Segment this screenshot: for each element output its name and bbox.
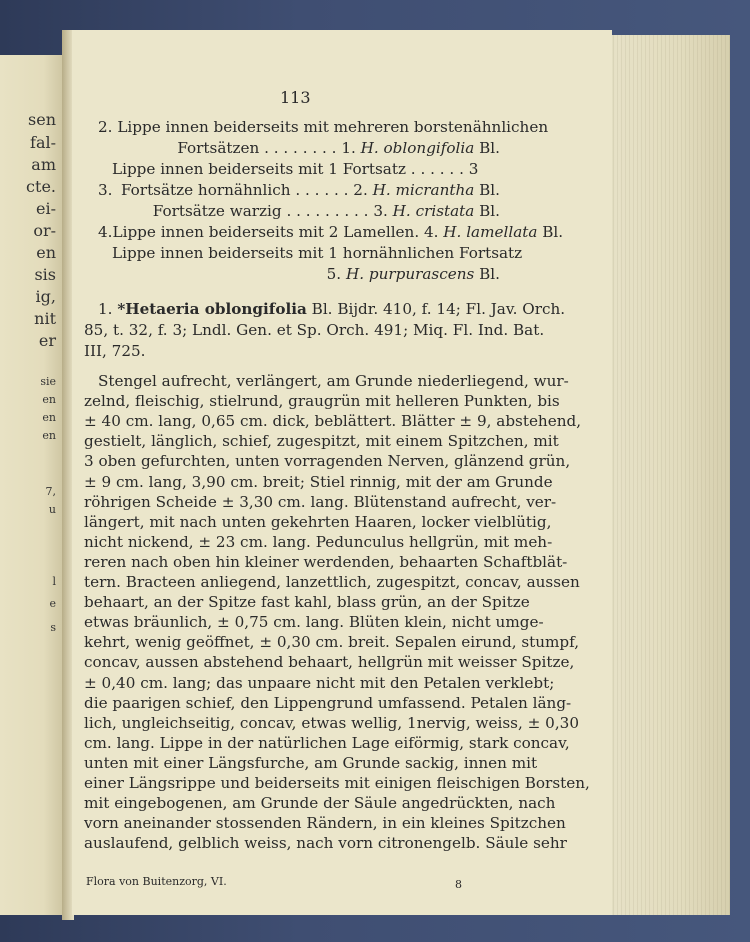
footer-imprint: Flora von Buitenzorg, VI.	[86, 875, 227, 888]
left-page-text-fragment: sen	[28, 110, 56, 129]
description-line: längert, mit nach unten gekehrten Haaren, locker vielblütig,	[84, 512, 552, 531]
description-line: zelnd, fleischig, stielrund, graugrün mit helleren Punkten, bis	[84, 392, 560, 411]
key-line-1: 2. Lippe innen beiderseits mit mehreren borstenähnlichen	[98, 118, 549, 136]
left-page-text-fragment: s	[50, 621, 56, 634]
key-line-7: Lippe innen beiderseits mit 1 hornähnlichen Fortsatz	[112, 244, 523, 262]
left-page-text-fragment: en	[36, 243, 56, 262]
key-line-5: Fortsätze warzig . . . . . . . . . 3. H. cristata Bl.	[152, 202, 500, 220]
book-page	[72, 30, 612, 915]
description-line: vorn aneinander stossenden Rändern, in ein kleines Spitzchen	[84, 814, 566, 833]
left-page-text-fragment: ig,	[35, 287, 56, 306]
description-line: lich, ungleichseitig, concav, etwas wellig, 1nervig, weiss, ± 0,30	[84, 713, 580, 732]
left-page-edge	[0, 55, 62, 915]
left-page-text-fragment: 7,	[45, 485, 56, 498]
description-line: die paarigen schief, den Lippengrund umfassend. Petalen läng-	[84, 693, 572, 712]
description-line: einer Längsrippe und beiderseits mit einigen fleischigen Borsten,	[84, 774, 590, 792]
description-line: Stengel aufrecht, verlängert, am Grunde niederliegend, wur-	[98, 372, 569, 390]
key-line-4: 3. Fortsätze hornähnlich . . . . . . 2. H. micrantha Bl.	[98, 181, 500, 199]
left-page-text-fragment: en	[42, 411, 56, 424]
description-line: tern. Bracteen anliegend, lanzettlich, zugespitzt, concav, aussen	[84, 573, 580, 591]
left-page-text-fragment: en	[42, 393, 56, 406]
left-page-text-fragment: or-	[33, 221, 56, 240]
left-page-text-fragment: sis	[34, 265, 56, 284]
key-line-2: Fortsätzen . . . . . . . . 1. H. oblongifolia Bl.	[177, 139, 500, 157]
left-page-text-fragment: ei-	[36, 199, 56, 218]
left-page-text-fragment: l	[52, 575, 56, 588]
left-page-text-fragment: u	[48, 503, 56, 516]
species-heading: 1. *Hetaeria oblongifolia Bl. Bijdr. 410, f. 14; Fl. Jav. Orch.	[98, 300, 566, 318]
description-line: gestielt, länglich, schief, zugespitzt, mit einem Spitzchen, mit	[84, 432, 559, 451]
description-line: etwas bräunlich, ± 0,75 cm. lang. Blüten klein, nicht umge-	[84, 613, 544, 632]
description-line: mit eingebogenen, am Grunde der Säule angedrückten, nach	[84, 794, 556, 813]
species-refs-2: 85, t. 32, f. 3; Lndl. Gen. et Sp. Orch. 491; Miq. Fl. Ind. Bat.	[84, 321, 545, 339]
key-line-3: Lippe innen beiderseits mit 1 Fortsatz . . . . . . 3	[112, 160, 479, 178]
description-line: röhrigen Scheide ± 3,30 cm. lang. Blütenstand aufrecht, ver-	[84, 492, 557, 511]
description-line: concav, aussen abstehend behaart, hellgrün mit weisser Spitze,	[84, 653, 575, 672]
left-page-text-fragment: fal-	[30, 133, 56, 152]
description-line: behaart, an der Spitze fast kahl, blass grün, an der Spitze	[84, 593, 530, 612]
description-line: auslaufend, gelblich weiss, nach vorn citronengelb. Säule sehr	[84, 834, 567, 853]
description-line: ± 0,40 cm. lang; das unpaare nicht mit den Petalen verklebt;	[84, 673, 555, 692]
description-line: unten mit einer Längsfurche, am Grunde sackig, innen mit	[84, 753, 538, 772]
description-line: ± 9 cm. lang, 3,90 cm. breit; Stiel rinnig, mit der am Grunde	[84, 472, 553, 491]
description-line: cm. lang. Lippe in der natürlichen Lage eiförmig, stark concav,	[84, 733, 570, 752]
left-page-text-fragment: en	[42, 429, 56, 442]
signature-mark: 8	[455, 878, 462, 891]
description-line: 3 oben gefurchten, unten vorragenden Nerven, glänzend grün,	[84, 452, 571, 471]
page-stack-edge	[605, 35, 730, 915]
description-line: nicht nickend, ± 23 cm. lang. Pedunculus hellgrün, mit meh-	[84, 532, 553, 551]
key-line-8: 5. H. purpurascens Bl.	[326, 265, 500, 283]
left-page-text-fragment: am	[31, 155, 56, 174]
left-page-text-fragment: sie	[40, 375, 56, 388]
description-line: kehrt, wenig geöffnet, ± 0,30 cm. breit. Sepalen eirund, stumpf,	[84, 633, 580, 652]
key-line-6: 4. Lippe innen beiderseits mit 2 Lamellen. 4. H. lamellata Bl.	[98, 223, 564, 241]
left-page-text-fragment: cte.	[26, 177, 56, 196]
left-page-text-fragment: e	[49, 597, 56, 610]
page-number: 113	[280, 88, 311, 107]
description-line: ± 40 cm. lang, 0,65 cm. dick, beblättert. Blätter ± 9, abstehend,	[84, 412, 582, 431]
left-page-text-fragment: nit	[34, 309, 56, 328]
left-page-text-fragment: er	[38, 331, 56, 350]
species-refs-3: III, 725.	[84, 342, 146, 360]
description-line: reren nach oben hin kleiner werdenden, behaarten Schaftblät-	[84, 552, 568, 571]
